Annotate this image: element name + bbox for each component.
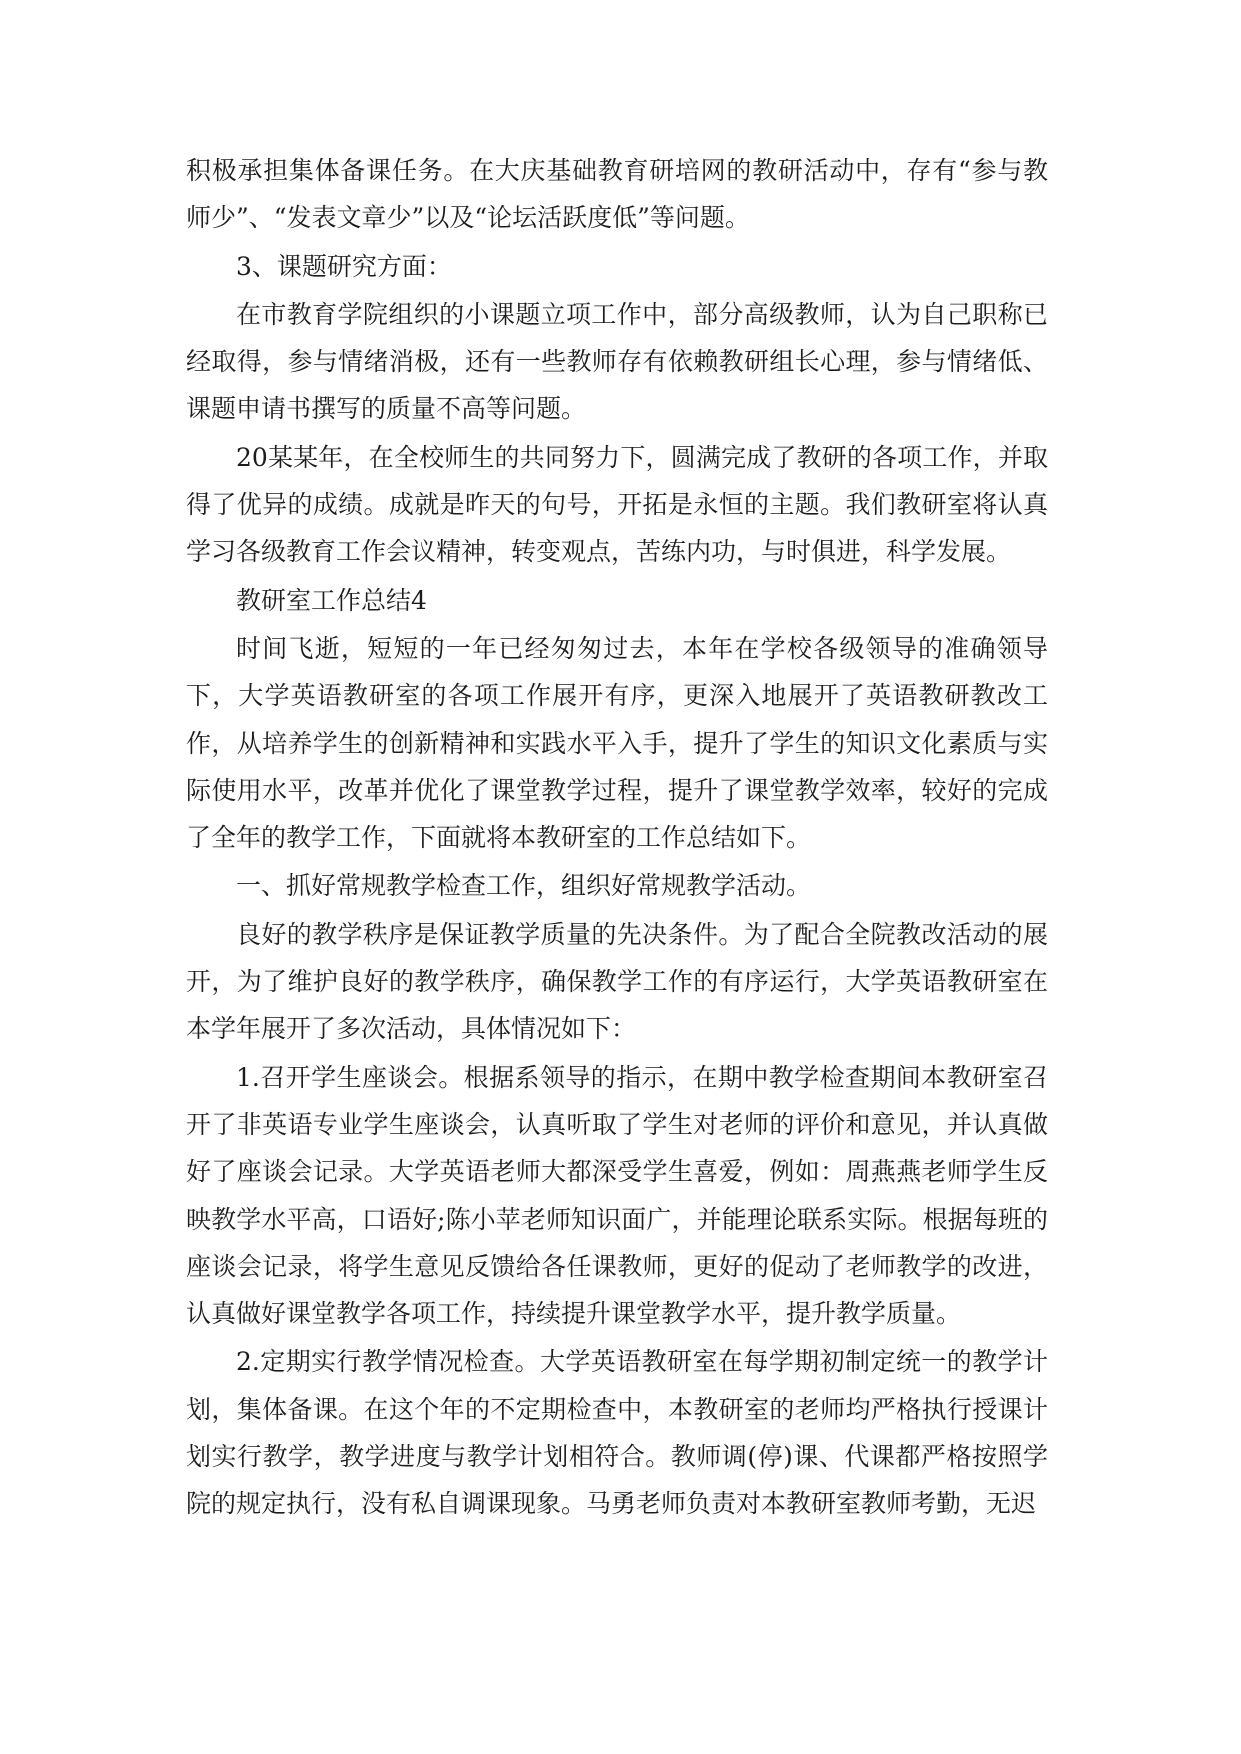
paragraph-3: 在市教育学院组织的小课题立项工作中，部分高级教师，认为自己职称已经取得，参与情绪消极，还有一些教师存有依赖教研组长心理，参与情绪低、课题申请书撰写的质量不高等问题。 [186, 299, 1048, 424]
document-body [186, 147, 1048, 1529]
section-heading-routine-teaching: 一、抓好常规教学检查工作，组织好常规教学活动。 [236, 871, 812, 901]
section-heading-topic-research: 3、课题研究方面： [236, 251, 452, 281]
paragraph-1: 积极承担集体备课任务。在大庆基础教育研培网的教研活动中，存有“参与教师少”、“发表文章少”以及“论坛活跃度低”等问题。 [186, 156, 1048, 233]
paragraph-6: 时间飞逝，短短的一年已经匆匆过去，本年在学校各级领导的准确领导下，大学英语教研室的各项工作展开有序，更深入地展开了英语教研教改工作，从培养学生的创新精神和实践水平入手，提升了学生的知识文化素质与实际使用水平，改革并优化了课堂教学过程，提升了课堂教学效率，较好的完成了全年的教学工作，下面就将本教研室的工作总结如下。 [186, 633, 1048, 853]
section-heading-summary-4: 教研室工作总结4 [236, 585, 427, 615]
paragraph-4: 20某某年，在全校师生的共同努力下，圆满完成了教研的各项工作，并取得了优异的成绩。成就是昨天的句号，开拓是永恒的主题。我们教研室将认真学习各级教育工作会议精神，转变观点，苦练内功，与时俱进，科学发展。 [186, 442, 1048, 567]
paragraph-8: 良好的教学秩序是保证教学质量的先决条件。为了配合全院教改活动的展开，为了维护良好的教学秩序，确保教学工作的有序运行，大学英语教研室在本学年展开了多次活动，具体情况如下： [186, 919, 1048, 1044]
paragraph-9: 1.召开学生座谈会。根据系领导的指示，在期中教学检查期间本教研室召开了非英语专业学生座谈会，认真听取了学生对老师的评价和意见，并认真做好了座谈会记录。大学英语老师大都深受学生喜爱，例如：周燕燕老师学生反映教学水平高，口语好;陈小苹老师知识面广，并能理论联系实际。根据每班的座谈会记录，将学生意见反馈给各任课教师，更好的促动了老师教学的改进，认真做好课堂教学各项工作，持续提升课堂教学水平，提升教学质量。 [186, 1062, 1048, 1329]
paragraph-10: 2.定期实行教学情况检查。大学英语教研室在每学期初制定统一的教学计划，集体备课。在这个年的不定期检查中，本教研室的老师均严格执行授课计划实行教学，教学进度与教学计划相符合。教师调(停)课、代课都严格按照学院的规定执行，没有私自调课现象。马勇老师负责对本教研室教师考勤，无迟 [186, 1347, 1048, 1519]
